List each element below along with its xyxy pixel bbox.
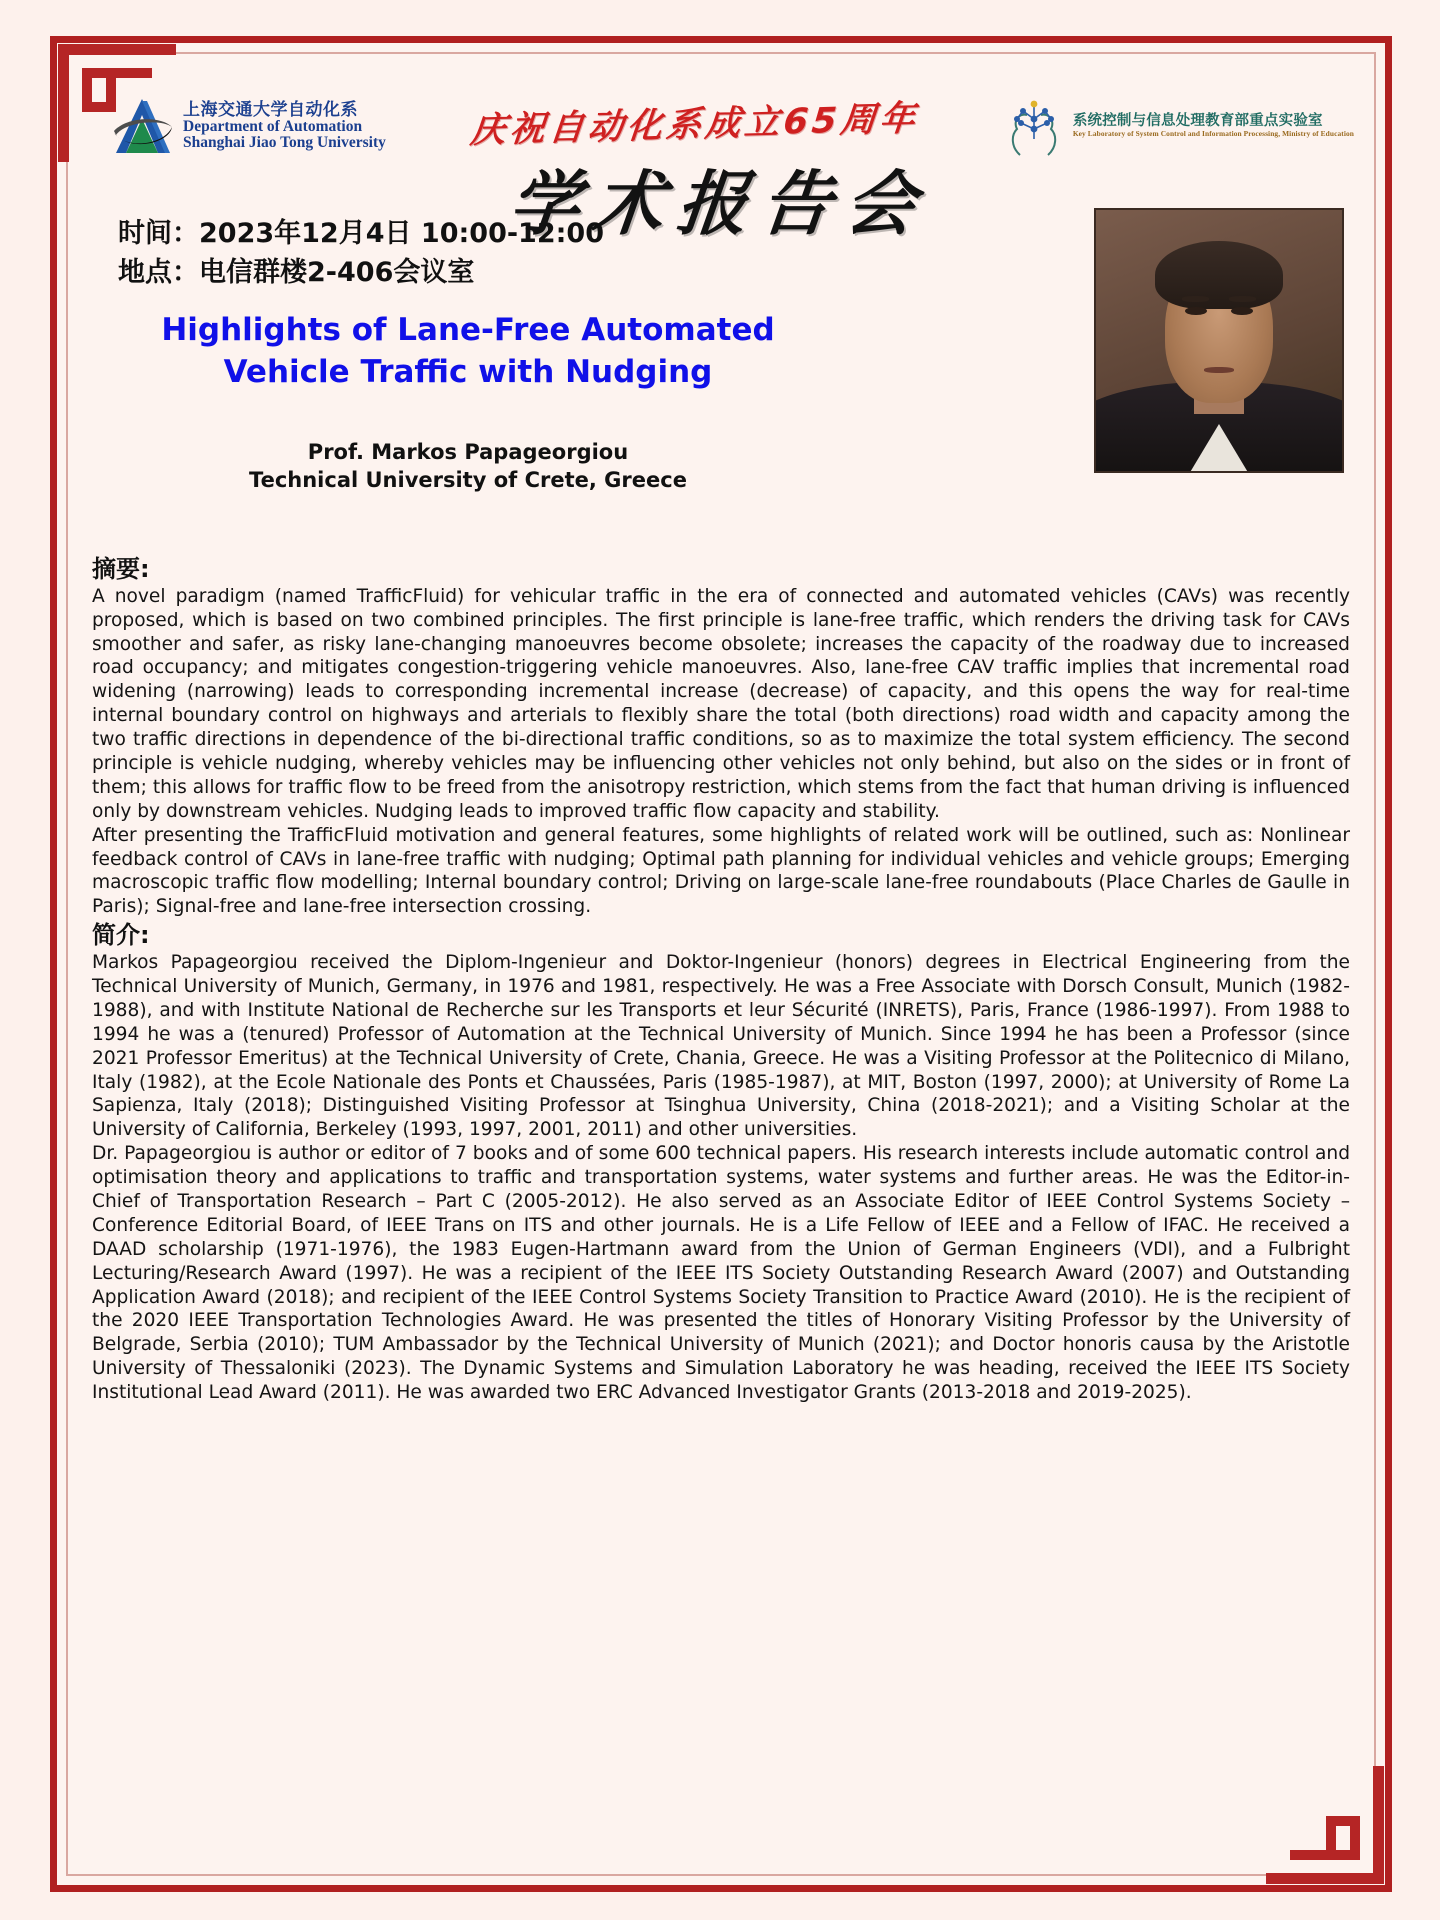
bio-section: [92, 921, 1350, 1405]
event-time-label: 时间：: [118, 218, 199, 249]
sjtu-name-en-univ: Shanghai Jiao Tong University: [183, 134, 386, 151]
bio-paragraph-2: Dr. Papageorgiou is author or editor of 7 books and of some 600 technical papers. His research interests include automatic control and optimisation theory and applications to traffic and transportation systems, water systems and further areas. He was the Editor-in-Chief of Transportation Research – Part C (2005-2012). He also served as an Associate Editor of IEEE Control Systems Society – Conference Editorial Board, of IEEE Trans on ITS and other journals. He is a Life Fellow of IEEE and a Fellow of IFAC. He received a DAAD scholarship (1971-1976), the 1983 Eugen-Hartmann award from the Union of German Engineers (VDI), and a Fulbright Lecturing/Research Award (1997). He was a recipient of the IEEE ITS Society Outstanding Research Award (2007) and Outstanding Application Award (2018); and recipient of the IEEE Control Systems Society Transition to Practice Award (2010). He is the recipient of the 2020 IEEE Transportation Technologies Award. He was presented the titles of Honorary Visiting Professor by the University of Belgrade, Serbia (2010); TUM Ambassador by the Technical University of Munich (2021); and Doctor honoris causa by the Aristotle University of Thessaloniki (2023). The Dynamic Systems and Simulation Laboratory he was heading, received the IEEE ITS Society Institutional Lead Award (2011). He was awarded two ERC Advanced Investigator Grants (2013-2018 and 2019-2025).: [92, 1143, 1350, 1404]
event-place-row: [118, 253, 604, 292]
celebration-banner: 庆祝自动化系成立65周年: [468, 98, 921, 152]
portrait-eye-right: [1231, 307, 1253, 315]
event-place-label: 地点：: [118, 257, 199, 289]
portrait-eye-left: [1185, 307, 1207, 315]
talk-title: [118, 310, 818, 394]
portrait-mouth: [1204, 367, 1234, 373]
bio-heading: 简介:: [92, 921, 150, 950]
portrait-brow-right: [1229, 296, 1256, 302]
speaker-name: Prof. Markos Papageorgiou: [307, 440, 629, 464]
sjtu-logo-text: [183, 101, 386, 152]
lab-logo-text: [1073, 113, 1354, 138]
event-meta: [118, 214, 604, 292]
abstract-heading: 摘要:: [92, 555, 150, 583]
lab-name-cn: 系统控制与信息处理教育部重点实验室: [1072, 113, 1323, 130]
talk-title-line1: Highlights of Lane-Free Automated: [161, 312, 775, 348]
sjtu-name-cn: 上海交通大学自动化系: [183, 99, 358, 120]
abstract-paragraph-1: A novel paradigm (named TrafficFluid) for vehicular traffic in the era of connected and automated vehicles (CAVs) was recently proposed, which is based on two combined principles. The first principle is lane-free traffic, which renders the driving task for CAVs smoother and safer, as risky lane-changing manoeuvres become obsolete; increases the capacity of the roadway due to increased road occupancy; and mitigates congestion-triggering vehicle manoeuvres. Also, lane-free CAV traffic implies that incremental road widening (narrowing) leads to corresponding incremental increase (decrease) of capacity, and this opens the way for real-time internal boundary control on highways and arterials to flexibly share the total (both directions) road width and capacity among the two traffic directions in dependence of the bi-directional traffic conditions, so as to maximize the total system efficiency. The second principle is vehicle nudging, whereby vehicles may be influencing other vehicles not only behind, but also on the sides or in front of them; this allows for traffic flow to be freed from the anisotropy restriction, which stems from the fact that human driving is influenced only by downstream vehicles. Nudging leads to improved traffic flow capacity and stability.: [92, 585, 1350, 822]
lab-name-en: Key Laboratory of System Control and Information Processing, Ministry of Education: [1072, 129, 1354, 139]
portrait-hair: [1155, 241, 1283, 309]
sjtu-name-en-dept: Department of Automation: [183, 117, 363, 135]
talk-title-line2: Vehicle Traffic with Nudging: [223, 353, 713, 390]
event-place-value: 电信群楼2-406会议室: [199, 257, 475, 289]
page-title: 学术报告会: [505, 163, 934, 245]
abstract-paragraph-2: After presenting the TrafficFluid motivation and general features, some highlights of related work will be outlined, such as: Nonlinear feedback control of CAVs in lane-free traffic with nudging; Optimal path planning for individual vehicles and vehicle groups; Emerging macroscopic traffic flow modelling; Internal boundary control; Driving on large-scale lane-free roundabouts (Place Charles de Gaulle in Paris); Signal-free and lane-free intersection crossing.: [92, 824, 1350, 918]
speaker-affiliation: Technical University of Crete, Greece: [249, 468, 687, 493]
event-time-value: 2023年12月4日 10:00-12:00: [199, 218, 604, 249]
event-time-row: [118, 214, 604, 253]
bio-paragraph-1: Markos Papageorgiou received the Diplom-Ingenieur and Doktor-Ingenieur (honors) degrees in Electrical Engineering from the Technical University of Munich, Germany, in 1976 and 1981, respectively. He was a Free Associate with Dorsch Consult, Munich (1982-1988), and with Institute National de Recherche sur les Transports et leur Sécurité (INRETS), Paris, France (1986-1997). From 1988 to 1994 he was a (tenured) Professor of Automation at the Technical University of Munich. Since 1994 he has been a Professor (since 2021 Professor Emeritus) at the Technical University of Crete, Chania, Greece. He was a Visiting Professor at the Politecnico di Milano, Italy (1982), at the Ecole Nationale des Ponts et Chaussées, Paris (1985-1987), at MIT, Boston (1997, 2000); at University of Rome La Sapienza, Italy (2018); Distinguished Visiting Professor at Tsinghua University, China (2018-2021); and a Visiting Scholar at the University of California, Berkeley (1993, 1997, 2001, 2011) and other universities.: [92, 952, 1350, 1141]
poster-body: [92, 455, 1350, 1405]
portrait-brow-left: [1182, 296, 1209, 302]
speaker-portrait: [1094, 208, 1344, 473]
